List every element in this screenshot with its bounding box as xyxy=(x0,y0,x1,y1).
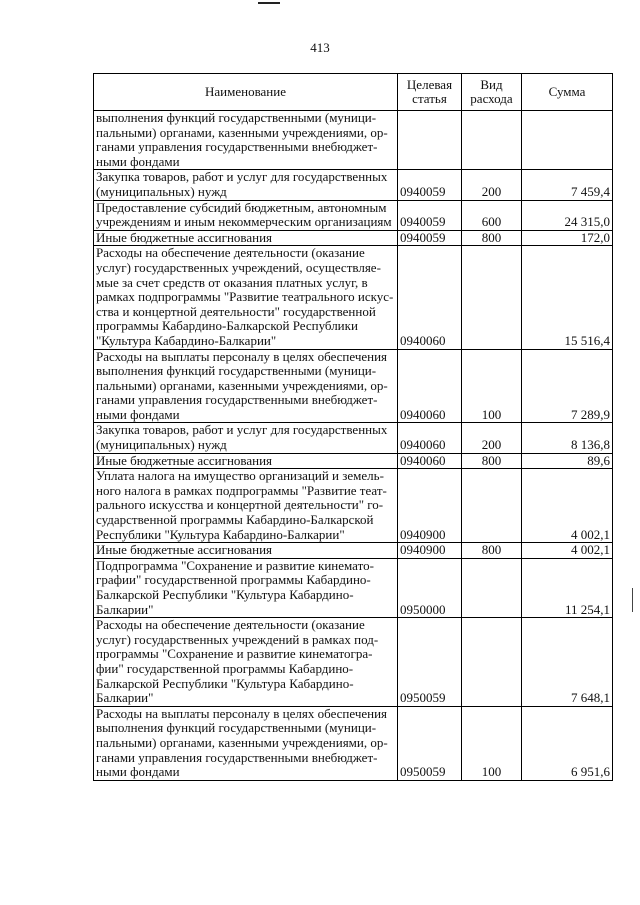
row-sum: 15 516,4 xyxy=(522,246,613,349)
table-row xyxy=(94,558,613,617)
budget-table xyxy=(93,73,613,781)
header-target-article: Целевая статья xyxy=(398,74,462,111)
row-name: Иные бюджетные ассигнования xyxy=(94,543,398,559)
row-name: выполнения функций государственными (муници- пальными) органами, казенными учреждениями, ор- ганами управления государственными внебюджет- ными фондами xyxy=(94,111,398,170)
header-sum: Сумма xyxy=(522,74,613,111)
row-target-article: 0950000 xyxy=(398,558,462,617)
row-expense-type xyxy=(462,618,522,707)
header-name: Наименование xyxy=(94,74,398,111)
row-sum xyxy=(522,111,613,170)
row-sum: 7 459,4 xyxy=(522,170,613,200)
row-name: Иные бюджетные ассигнования xyxy=(94,453,398,469)
row-name: Предоставление субсидий бюджетным, автономным учреждениям и иным некоммерческим организациям xyxy=(94,200,398,230)
row-sum: 7 648,1 xyxy=(522,618,613,707)
row-expense-type: 100 xyxy=(462,349,522,423)
row-target-article: 0940060 xyxy=(398,349,462,423)
row-name: Иные бюджетные ассигнования xyxy=(94,230,398,246)
row-sum: 4 002,1 xyxy=(522,543,613,559)
row-name: Подпрограмма "Сохранение и развитие кинемато- графии" государственной программы Кабардино- Балкарской Республики "Культура Кабардино- Балкарии" xyxy=(94,558,398,617)
row-expense-type xyxy=(462,558,522,617)
table-body xyxy=(94,111,613,781)
row-target-article: 0940059 xyxy=(398,200,462,230)
row-name: Уплата налога на имущество организаций и земель- ного налога в рамках подпрограммы "Развитие теат- рального искусства и концертной деятельности" го- сударственной программы Кабардино-Балкарской Республики "Культура Кабардино-Балкарии" xyxy=(94,469,398,543)
table-row xyxy=(94,453,613,469)
row-name: Расходы на обеспечение деятельности (оказание услуг) государственных учреждений в рамках под- программы "Сохранение и развитие кинематогра- фии" государственной программы Кабардино- Балкарской Республики "Культура Кабардино- Балкарии" xyxy=(94,618,398,707)
table-row xyxy=(94,706,613,780)
scan-edge-mark xyxy=(632,588,633,612)
row-sum: 7 289,9 xyxy=(522,349,613,423)
row-target-article: 0940900 xyxy=(398,469,462,543)
row-name: Закупка товаров, работ и услуг для государственных (муниципальных) нужд xyxy=(94,170,398,200)
row-sum: 89,6 xyxy=(522,453,613,469)
table-header-row xyxy=(94,74,613,111)
row-name: Расходы на выплаты персоналу в целях обеспечения выполнения функций государственными (муници- пальными) органами, казенными учреждениями, ор- ганами управления государственными внебюджет- ными фондами xyxy=(94,349,398,423)
row-expense-type: 800 xyxy=(462,543,522,559)
row-expense-type: 200 xyxy=(462,423,522,453)
table-row xyxy=(94,170,613,200)
row-sum: 11 254,1 xyxy=(522,558,613,617)
table-row xyxy=(94,469,613,543)
row-expense-type xyxy=(462,469,522,543)
row-name: Закупка товаров, работ и услуг для государственных (муниципальных) нужд xyxy=(94,423,398,453)
row-expense-type: 200 xyxy=(462,170,522,200)
row-expense-type xyxy=(462,111,522,170)
table-row xyxy=(94,423,613,453)
row-target-article: 0940060 xyxy=(398,423,462,453)
row-expense-type: 800 xyxy=(462,230,522,246)
row-sum: 4 002,1 xyxy=(522,469,613,543)
row-target-article: 0950059 xyxy=(398,706,462,780)
row-sum: 8 136,8 xyxy=(522,423,613,453)
row-expense-type: 800 xyxy=(462,453,522,469)
table-row xyxy=(94,200,613,230)
header-expense-type: Вид расхода xyxy=(462,74,522,111)
row-sum: 172,0 xyxy=(522,230,613,246)
table-row xyxy=(94,230,613,246)
row-name: Расходы на выплаты персоналу в целях обеспечения выполнения функций государственными (муници- пальными) органами, казенными учреждениями, ор- ганами управления государственными внебюджет- ными фондами xyxy=(94,706,398,780)
row-target-article: 0940060 xyxy=(398,246,462,349)
top-scan-mark xyxy=(258,2,280,4)
row-expense-type xyxy=(462,246,522,349)
table-row xyxy=(94,618,613,707)
row-target-article xyxy=(398,111,462,170)
row-sum: 6 951,6 xyxy=(522,706,613,780)
page-number: 413 xyxy=(310,40,330,55)
row-target-article: 0940059 xyxy=(398,170,462,200)
row-expense-type: 100 xyxy=(462,706,522,780)
table-row xyxy=(94,349,613,423)
row-expense-type: 600 xyxy=(462,200,522,230)
row-target-article: 0940060 xyxy=(398,453,462,469)
row-target-article: 0940900 xyxy=(398,543,462,559)
row-target-article: 0950059 xyxy=(398,618,462,707)
row-name: Расходы на обеспечение деятельности (оказание услуг) государственных учреждений, осуществляе- мые за счет средств от оказания платных услуг, в рамках подпрограммы "Развитие театрального искус- ства и концертной деятельности" государственной программы Кабардино-Балкарской Республики "Культура Кабардино-Балкарии" xyxy=(94,246,398,349)
table-row xyxy=(94,246,613,349)
row-target-article: 0940059 xyxy=(398,230,462,246)
row-sum: 24 315,0 xyxy=(522,200,613,230)
table-row xyxy=(94,543,613,559)
table-row xyxy=(94,111,613,170)
